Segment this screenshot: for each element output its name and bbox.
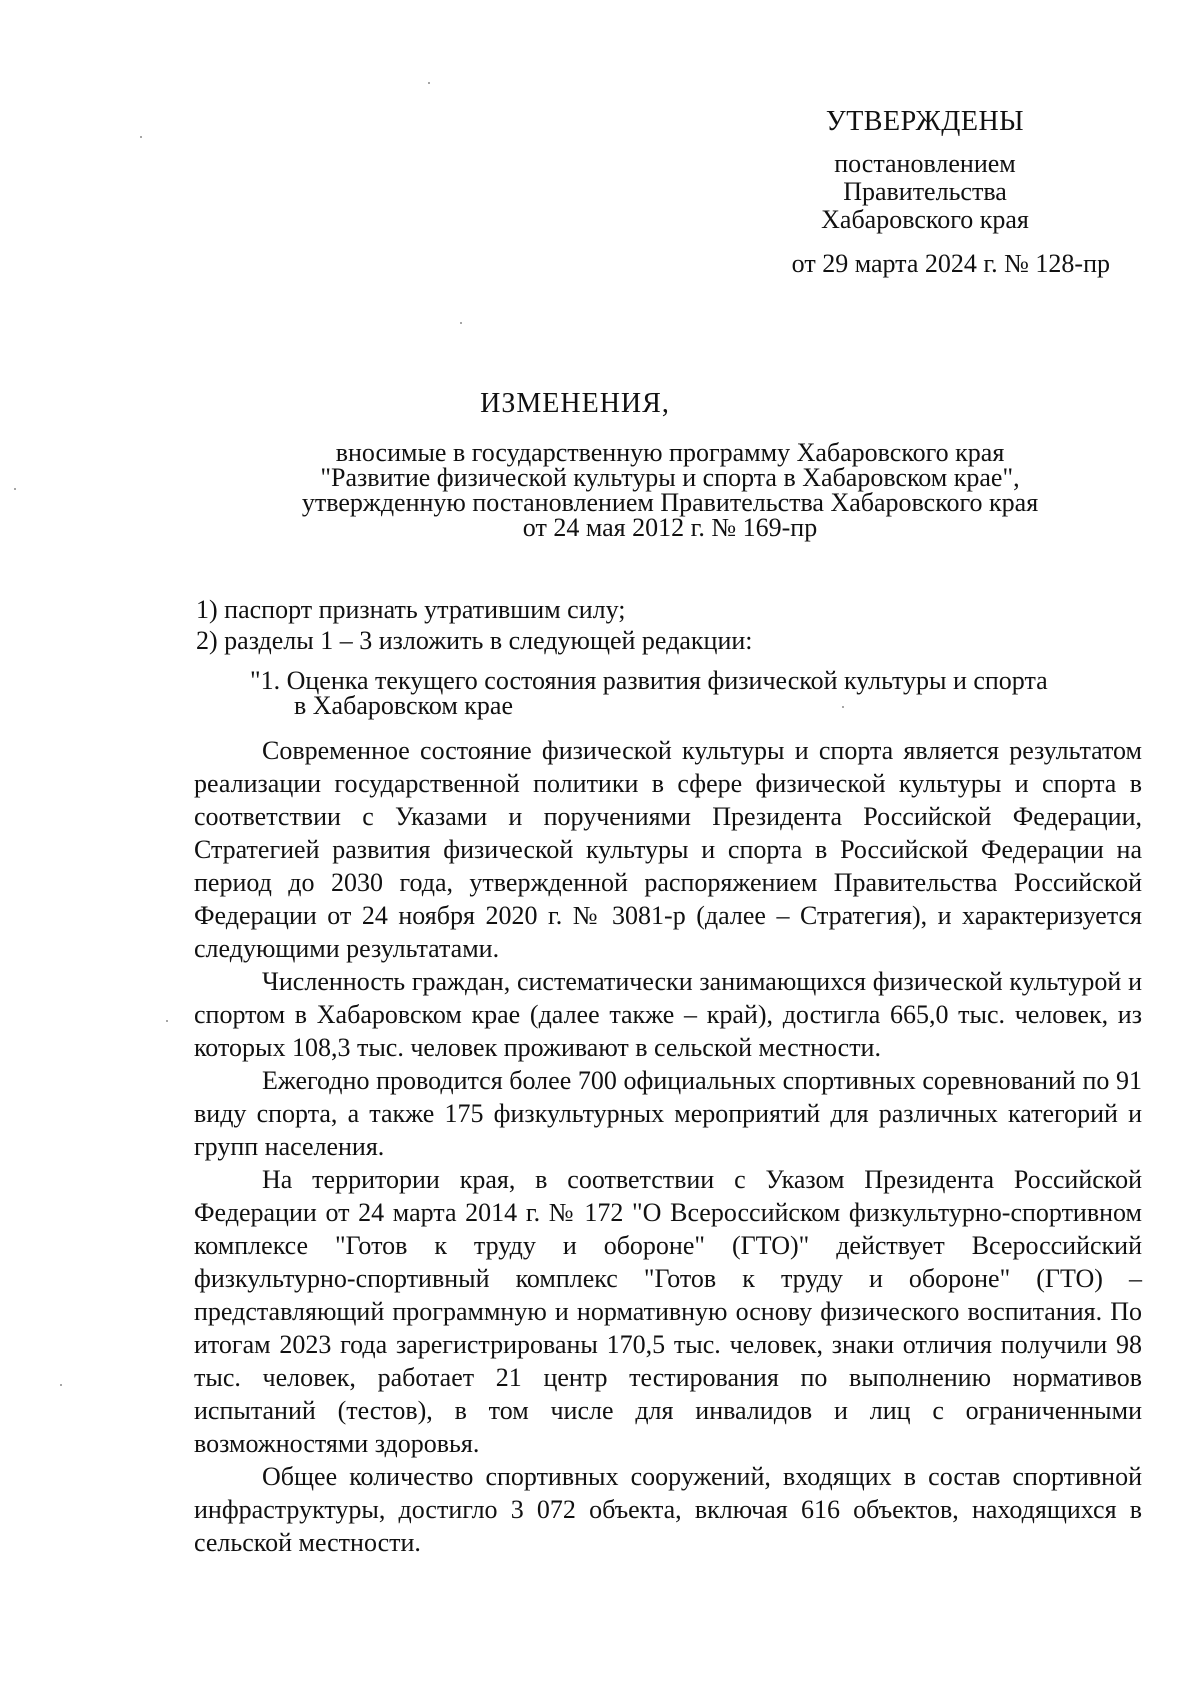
approval-line: Правительства [843,177,1007,206]
document-subtitle [190,440,1150,540]
subtitle-line: от 24 мая 2012 г. № 169-пр [522,513,818,542]
paragraph: Численность граждан, систематически занимающихся физической культурой и спортом в Хабаровском крае (далее также – край), достигла 665,0 тыс. человек, из которых 108,3 тыс. человек проживают в сельской местности. [194,967,1142,1062]
section-heading [250,668,1150,718]
document-heading: ИЗМЕНЕНИЯ, [480,388,670,419]
approval-block [740,108,1110,278]
paragraph: Общее количество спортивных сооружений, входящих в состав спортивной инфраструктуры, достигло 3 072 объекта, включая 616 объектов, находящихся в сельской местности. [194,1462,1142,1557]
scan-speck [14,488,16,490]
approval-line: постановлением [834,149,1016,178]
section-heading-line: "1. Оценка текущего состояния развития физической культуры и спорта [250,666,1048,695]
scan-speck [460,322,462,324]
change-item: 2) разделы 1 – 3 изложить в следующей редакции: [196,626,753,655]
approval-date: от 29 марта 2024 г. № 128-пр [791,249,1110,278]
paragraph: На территории края, в соответствии с Указом Президента Российской Федерации от 24 марта 2014 г. № 172 "О Всероссийском физкультурно-спортивном комплексе "Готов к труду и обороне" (ГТО)" действует Всероссийский физкультурно-спортивный комплекс "Готов к труду и обороне" (ГТО) – представляющий программную и нормативную основу физического воспитания. По итогам 2023 года зарегистрированы 170,5 тыс. человек, знаки отличия получили 98 тыс. человек, работает 21 центр тестирования по выполнению нормативов испытаний (тестов), в том числе для инвалидов и лиц с ограниченными возможностями здоровья. [194,1165,1142,1458]
body-text [194,734,1142,1559]
scan-speck [60,1384,62,1386]
paragraph: Современное состояние физической культуры и спорта является результатом реализации государственной политики в сфере физической культуры и спорта в соответствии с Указами и поручениями Президента Российской Федерации, Стратегией развития физической культуры и спорта в Российской Федерации на период до 2030 года, утвержденной распоряжением Правительства Российской Федерации от 24 ноября 2020 г. № 3081-р (далее – Стратегия), и характеризуется следующими результатами. [194,736,1142,963]
change-items [196,594,1146,656]
subtitle-line: вносимые в государственную программу Хабаровского края [335,438,1005,467]
title-block [190,388,1150,540]
subtitle-line: "Развитие физической культуры и спорта в Хабаровском крае", [320,463,1020,492]
paragraph: Ежегодно проводится более 700 официальных спортивных соревнований по 91 виду спорта, а также 175 физкультурных мероприятий для различных категорий и групп населения. [194,1066,1142,1161]
scan-speck [166,1020,168,1022]
change-item: 1) паспорт признать утратившим силу; [196,595,626,624]
approval-line: Хабаровского края [821,205,1029,234]
section-heading-line: в Хабаровском крае [294,691,514,720]
scan-speck [140,136,142,138]
scan-speck [428,82,430,84]
subtitle-line: утвержденную постановлением Правительства Хабаровского края [301,488,1039,517]
approval-heading: УТВЕРЖДЕНЫ [825,106,1025,137]
